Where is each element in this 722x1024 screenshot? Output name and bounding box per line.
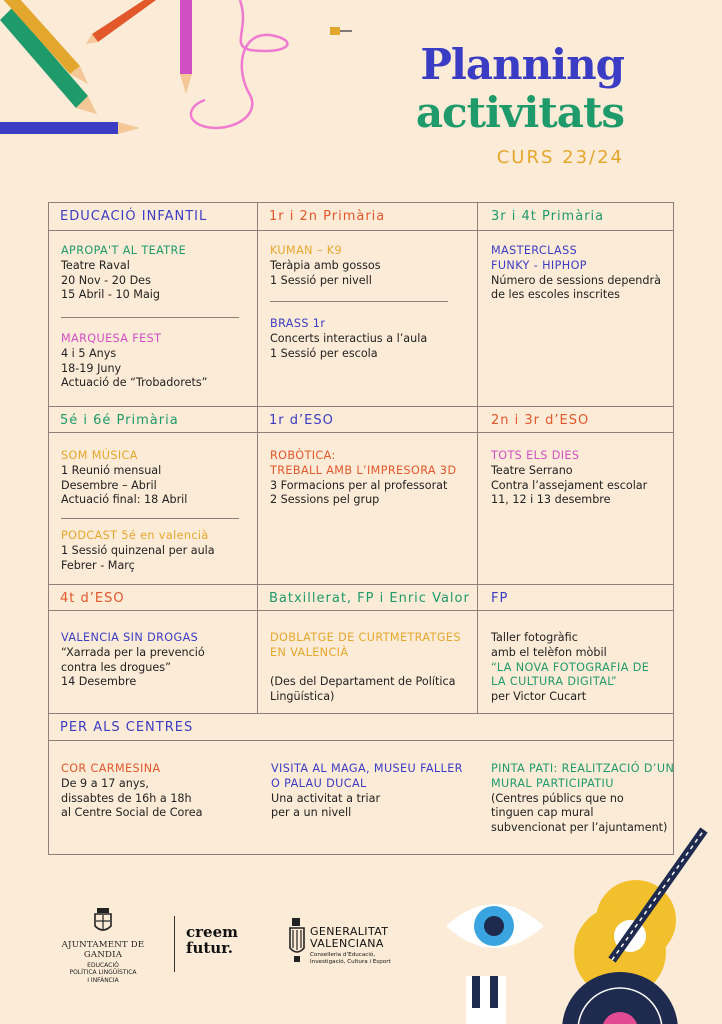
activity-heading: TREBALL AMB L’IMPRESORA 3D: [270, 463, 457, 477]
vinyl-record-icon: [562, 972, 678, 1024]
activity-line: De 9 a 17 anys,: [61, 776, 149, 790]
activity-line: (Des del Departament de Política: [270, 675, 456, 689]
pink-squiggle-icon: [191, 0, 288, 128]
activity-heading: DOBLATGE DE CURTMETRATGES: [270, 631, 461, 644]
block-separator: [61, 518, 239, 519]
grid-line: [49, 230, 673, 231]
header-eso-1: 1r d’ESO: [269, 413, 334, 428]
gandia-sub-line: I INFÀNCIA: [87, 976, 119, 984]
activity-heading: PINTA PATI: REALITZACIÓ D’UN: [491, 762, 675, 775]
crest-icon: [94, 908, 112, 934]
activity-line: de les escoles inscrites: [491, 288, 620, 302]
activity-heading: O PALAU DUCAL: [271, 776, 367, 790]
grid-line: [49, 610, 673, 611]
activity-tots-els-dies: [491, 449, 647, 508]
pushpin-icon: [330, 27, 352, 35]
activity-heading: FUNKY - HIPHOP: [491, 258, 587, 272]
block-separator: [270, 301, 448, 302]
activity-robotica: [270, 449, 456, 508]
generalitat-emblem-icon: [288, 918, 306, 964]
header-eso-4: 4t d’ESO: [60, 591, 125, 606]
generalitat-sub-line: Investigació, Cultura i Esport: [310, 959, 391, 965]
activity-heading: “LA NOVA FOTOGRAFIA DE: [491, 660, 650, 674]
activity-line: 1 Sessió per escola: [270, 346, 378, 360]
activity-heading: PODCAST 5é en valencià: [61, 529, 209, 542]
activities-grid: [48, 202, 674, 855]
creem-logo-line: creem: [186, 923, 238, 941]
activity-doblatge: [270, 631, 461, 705]
activity-heading: EN VALENCIÀ: [270, 645, 349, 659]
activity-line: 14 Desembre: [61, 675, 137, 689]
grid-line: [257, 203, 258, 713]
ajuntament-gandia-logo: [48, 908, 158, 984]
activity-heading: APROPA'T AL TEATRE: [61, 244, 187, 257]
activity-line: Número de sessions dependrà: [491, 273, 661, 287]
header-batxillerat: Batxillerat, FP i Enric Valor: [269, 591, 470, 606]
grid-line: [49, 406, 673, 407]
activity-heading: MARQUESA FEST: [61, 332, 162, 345]
activity-line: Contra l’assejament escolar: [491, 478, 648, 492]
activity-line: Desembre – Abril: [61, 478, 157, 492]
activity-line: Teatre Raval: [61, 258, 130, 272]
activity-line: 15 Abril - 10 Maig: [61, 288, 161, 302]
activity-line: contra les drogues”: [61, 660, 171, 674]
activity-line: dissabtes de 16h a 18h: [61, 791, 192, 805]
activity-line: Una activitat a triar: [271, 791, 381, 805]
header-primaria-1-2: 1r i 2n Primària: [269, 209, 386, 224]
activity-heading: VALENCIA SIN DROGAS: [61, 631, 199, 644]
activity-heading: MASTERCLASS: [491, 244, 578, 257]
activity-line: “Xarrada per la prevenció: [61, 645, 205, 659]
generalitat-logo-sub: [310, 952, 391, 966]
activity-line: (Centres públics que no: [491, 791, 624, 805]
activity-line: tinguen cap mural: [491, 806, 594, 820]
activity-som-musica: [61, 449, 187, 508]
spacer: [270, 661, 461, 676]
activity-marquesa-fest: [61, 332, 207, 391]
activity-line: per a un nivell: [271, 806, 352, 820]
course-label: CURS 23/24: [496, 147, 624, 168]
header-fp: FP: [491, 591, 509, 606]
activity-heading: COR CARMESINA: [61, 762, 161, 775]
header-per-als-centres: PER ALS CENTRES: [60, 720, 194, 735]
grid-line: [49, 432, 673, 433]
activity-valencia-sin-drogas: [61, 631, 205, 690]
activity-apropat-teatre: [61, 244, 186, 303]
activity-line: Febrer - Març: [61, 558, 135, 572]
activity-kuman-k9: [270, 244, 381, 288]
block-separator: [61, 317, 239, 318]
generalitat-name-line: GENERALITAT: [310, 925, 389, 938]
activity-line: Teràpia amb gossos: [270, 258, 381, 272]
activity-line: 1 Reunió mensual: [61, 463, 162, 477]
generalitat-name-line: VALENCIANA: [310, 937, 384, 950]
header-eso-2-3: 2n i 3r d’ESO: [491, 413, 590, 428]
grid-line: [49, 740, 673, 741]
activity-line: 3 Formacions per al professorat: [270, 478, 448, 492]
activity-masterclass: [491, 244, 661, 303]
creem-futur-logo: [186, 924, 238, 956]
grid-line: [49, 713, 673, 714]
activity-line: Concerts interactius a l’aula: [270, 331, 428, 345]
generalitat-logo-name: [310, 926, 388, 950]
header-educacio-infantil: EDUCACIÓ INFANTIL: [60, 209, 208, 224]
gandia-logo-name: AJUNTAMENT DE GANDIA: [61, 940, 145, 960]
grid-line: [477, 203, 478, 713]
activity-line: 2 Sessions pel grup: [270, 493, 380, 507]
activity-line: subvencionat per l’ajuntament): [491, 821, 668, 835]
gandia-sub-line: POLÍTICA LINGÜÍSTICA: [69, 969, 137, 977]
green-pencil-icon: [0, 8, 97, 114]
logo-divider: [174, 916, 175, 972]
activity-heading: TOTS ELS DIES: [491, 449, 580, 462]
activity-line: amb el telèfon mòbil: [491, 645, 607, 659]
pink-pencil-icon: [180, 0, 192, 94]
activity-line: 1 Sessió per nivell: [270, 273, 372, 287]
activity-heading: BRASS 1r: [270, 317, 326, 330]
activity-visita-maga: [271, 762, 463, 821]
guitar-icon: [574, 830, 704, 998]
activity-podcast: [61, 529, 215, 573]
activity-line: al Centre Social de Corea: [61, 806, 203, 820]
activity-line: per Victor Cucart: [491, 690, 587, 704]
eye-icon: [446, 904, 544, 948]
gandia-sub-line: EDUCACIÓ: [87, 962, 119, 969]
piano-keys-icon: [466, 976, 506, 1024]
activity-heading: ROBÒTICA:: [270, 449, 336, 462]
activity-line: Actuació de “Trobadorets”: [61, 376, 208, 390]
blue-pencil-icon: [0, 122, 140, 134]
activity-line: 4 i 5 Anys: [61, 346, 117, 360]
activity-line: 1 Sessió quinzenal per aula: [61, 543, 215, 557]
page-title-line1: Planning: [420, 40, 624, 89]
header-primaria-5-6: 5é i 6é Primària: [60, 413, 179, 428]
activity-heading: KUMAN – K9: [270, 244, 343, 257]
activity-heading: MURAL PARTICIPATIU: [491, 776, 614, 790]
creem-logo-line: futur.: [186, 939, 233, 957]
activity-line: Lingüística): [270, 690, 335, 704]
activity-line: 11, 12 i 13 desembre: [491, 493, 611, 507]
activity-cor-carmesina: [61, 762, 203, 821]
activity-pinta-pati: [491, 762, 674, 836]
page-title-line2: activitats: [415, 88, 624, 137]
activity-heading: LA CULTURA DIGITAL”: [491, 675, 618, 689]
orange-pencil-icon: [86, 0, 156, 44]
activity-heading: VISITA AL MAGA, MUSEU FALLER: [271, 762, 463, 775]
activity-brass: [270, 317, 427, 361]
activity-taller-fotografic: [491, 631, 649, 705]
gandia-logo-sub: [48, 962, 158, 984]
header-primaria-3-4: 3r i 4t Primària: [491, 209, 605, 224]
activity-line: Actuació final: 18 Abril: [61, 493, 188, 507]
activity-line: 18-19 Juny: [61, 361, 122, 375]
grid-line: [49, 584, 673, 585]
activity-line: Teatre Serrano: [491, 463, 573, 477]
activity-line: Taller fotogràfic: [491, 631, 578, 644]
activity-line: 20 Nov - 20 Des: [61, 273, 151, 287]
activity-heading: SOM MÚSICA: [61, 449, 138, 462]
generalitat-sub-line: Conselleria d’Educació,: [310, 952, 376, 958]
